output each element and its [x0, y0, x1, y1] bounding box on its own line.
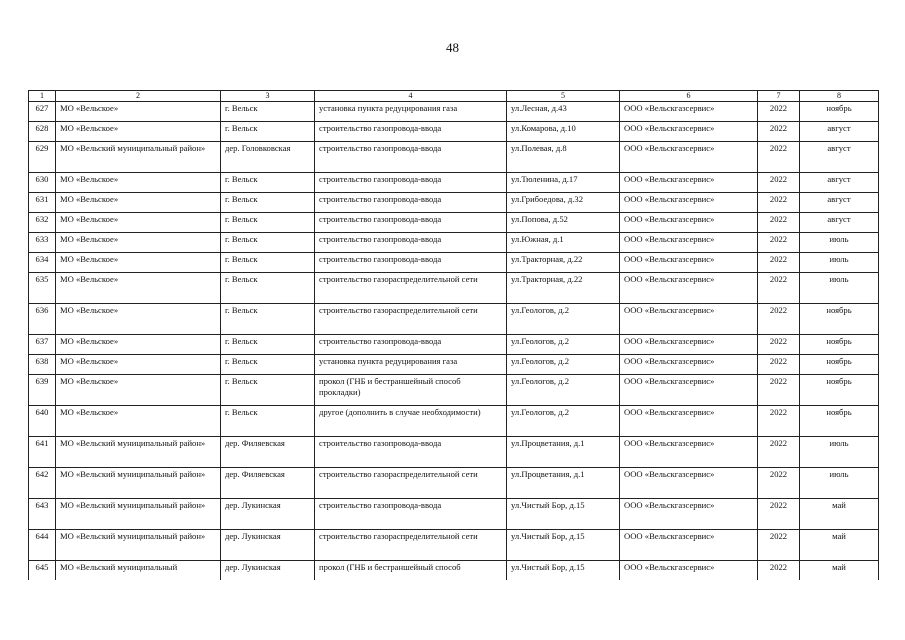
work-type-cell: строительство газопровода-ввода [315, 499, 507, 530]
year-cell: 2022 [758, 304, 800, 335]
settlement-cell: г. Вельск [221, 375, 315, 406]
address-cell: ул.Попова, д.52 [507, 213, 620, 233]
month-cell: ноябрь [800, 355, 879, 375]
contractor-cell: ООО «Вельскгазсервис» [620, 406, 758, 437]
year-cell: 2022 [758, 561, 800, 581]
settlement-cell: г. Вельск [221, 273, 315, 304]
month-cell: август [800, 213, 879, 233]
table-row [29, 530, 879, 561]
row-number-cell: 632 [29, 213, 56, 233]
month-cell: июль [800, 437, 879, 468]
settlement-cell: г. Вельск [221, 122, 315, 142]
column-header: 7 [758, 91, 800, 102]
address-cell: ул.Процветания, д.1 [507, 468, 620, 499]
table-row [29, 355, 879, 375]
row-number-cell: 629 [29, 142, 56, 173]
month-cell: ноябрь [800, 304, 879, 335]
settlement-cell: г. Вельск [221, 253, 315, 273]
settlement-cell: г. Вельск [221, 335, 315, 355]
table-row [29, 102, 879, 122]
settlement-cell: г. Вельск [221, 233, 315, 253]
work-type-cell: строительство газопровода-ввода [315, 233, 507, 253]
contractor-cell: ООО «Вельскгазсервис» [620, 273, 758, 304]
municipality-cell: МО «Вельское» [56, 304, 221, 335]
contractor-cell: ООО «Вельскгазсервис» [620, 102, 758, 122]
row-number-cell: 635 [29, 273, 56, 304]
municipality-cell: МО «Вельское» [56, 273, 221, 304]
row-number-cell: 631 [29, 193, 56, 213]
year-cell: 2022 [758, 233, 800, 253]
month-cell: ноябрь [800, 102, 879, 122]
month-cell: май [800, 561, 879, 581]
table-row [29, 437, 879, 468]
column-header: 2 [56, 91, 221, 102]
settlement-cell: г. Вельск [221, 406, 315, 437]
column-header: 3 [221, 91, 315, 102]
settlement-cell: дер. Головковская [221, 142, 315, 173]
year-cell: 2022 [758, 375, 800, 406]
month-cell: ноябрь [800, 375, 879, 406]
work-type-cell: строительство газораспределительной сети [315, 304, 507, 335]
contractor-cell: ООО «Вельскгазсервис» [620, 499, 758, 530]
table-row [29, 253, 879, 273]
contractor-cell: ООО «Вельскгазсервис» [620, 122, 758, 142]
municipality-cell: МО «Вельское» [56, 213, 221, 233]
address-cell: ул.Грибоедова, д.32 [507, 193, 620, 213]
work-type-cell: строительство газораспределительной сети [315, 468, 507, 499]
row-number-cell: 634 [29, 253, 56, 273]
settlement-cell: дер. Филяевская [221, 468, 315, 499]
work-type-cell: строительство газопровода-ввода [315, 193, 507, 213]
column-header: 4 [315, 91, 507, 102]
work-type-cell: прокол (ГНБ и бестраншейный способ прокладки) [315, 375, 507, 406]
year-cell: 2022 [758, 213, 800, 233]
month-cell: июль [800, 233, 879, 253]
header-row [29, 91, 879, 102]
year-cell: 2022 [758, 530, 800, 561]
address-cell: ул.Тракторная, д.22 [507, 273, 620, 304]
settlement-cell: дер. Филяевская [221, 437, 315, 468]
address-cell: ул.Тюленина, д.17 [507, 173, 620, 193]
month-cell: август [800, 193, 879, 213]
table-row [29, 173, 879, 193]
column-header: 5 [507, 91, 620, 102]
settlement-cell: г. Вельск [221, 213, 315, 233]
year-cell: 2022 [758, 253, 800, 273]
row-number-cell: 627 [29, 102, 56, 122]
address-cell: ул.Геологов, д.2 [507, 304, 620, 335]
contractor-cell: ООО «Вельскгазсервис» [620, 233, 758, 253]
address-cell: ул.Геологов, д.2 [507, 355, 620, 375]
contractor-cell: ООО «Вельскгазсервис» [620, 355, 758, 375]
year-cell: 2022 [758, 273, 800, 304]
month-cell: июль [800, 253, 879, 273]
work-type-cell: строительство газораспределительной сети [315, 530, 507, 561]
contractor-cell: ООО «Вельскгазсервис» [620, 375, 758, 406]
municipality-cell: МО «Вельское» [56, 193, 221, 213]
table-row [29, 233, 879, 253]
page-number: 48 [446, 40, 459, 55]
row-number-cell: 636 [29, 304, 56, 335]
address-cell: ул.Чистый Бор, д.15 [507, 530, 620, 561]
municipality-cell: МО «Вельский муниципальный район» [56, 530, 221, 561]
row-number-cell: 628 [29, 122, 56, 142]
month-cell: май [800, 499, 879, 530]
month-cell: май [800, 530, 879, 561]
month-cell: ноябрь [800, 406, 879, 437]
year-cell: 2022 [758, 335, 800, 355]
row-number-cell: 638 [29, 355, 56, 375]
year-cell: 2022 [758, 437, 800, 468]
address-cell: ул.Тракторная, д.22 [507, 253, 620, 273]
work-type-cell: строительство газораспределительной сети [315, 273, 507, 304]
year-cell: 2022 [758, 173, 800, 193]
month-cell: август [800, 122, 879, 142]
row-number-cell: 640 [29, 406, 56, 437]
table-row [29, 468, 879, 499]
work-type-cell: другое (дополнить в случае необходимости) [315, 406, 507, 437]
settlement-cell: г. Вельск [221, 193, 315, 213]
work-type-cell: строительство газопровода-ввода [315, 122, 507, 142]
contractor-cell: ООО «Вельскгазсервис» [620, 561, 758, 581]
year-cell: 2022 [758, 122, 800, 142]
municipality-cell: МО «Вельское» [56, 233, 221, 253]
month-cell: июль [800, 273, 879, 304]
address-cell: ул.Геологов, д.2 [507, 375, 620, 406]
municipality-cell: МО «Вельское» [56, 173, 221, 193]
year-cell: 2022 [758, 468, 800, 499]
contractor-cell: ООО «Вельскгазсервис» [620, 193, 758, 213]
municipality-cell: МО «Вельское» [56, 335, 221, 355]
municipality-cell: МО «Вельское» [56, 355, 221, 375]
table-row [29, 375, 879, 406]
year-cell: 2022 [758, 406, 800, 437]
address-cell: ул.Процветания, д.1 [507, 437, 620, 468]
table-row [29, 304, 879, 335]
contractor-cell: ООО «Вельскгазсервис» [620, 468, 758, 499]
row-number-cell: 643 [29, 499, 56, 530]
municipality-cell: МО «Вельское» [56, 253, 221, 273]
contractor-cell: ООО «Вельскгазсервис» [620, 437, 758, 468]
table-row [29, 273, 879, 304]
table-row [29, 142, 879, 173]
settlement-cell: г. Вельск [221, 304, 315, 335]
column-header: 1 [29, 91, 56, 102]
year-cell: 2022 [758, 193, 800, 213]
row-number-cell: 644 [29, 530, 56, 561]
table-row [29, 122, 879, 142]
contractor-cell: ООО «Вельскгазсервис» [620, 173, 758, 193]
address-cell: ул.Комарова, д.10 [507, 122, 620, 142]
municipality-cell: МО «Вельский муниципальный район» [56, 437, 221, 468]
work-type-cell: строительство газопровода-ввода [315, 437, 507, 468]
year-cell: 2022 [758, 499, 800, 530]
municipality-cell: МО «Вельский муниципальный район» [56, 499, 221, 530]
table-row [29, 335, 879, 355]
settlement-cell: г. Вельск [221, 173, 315, 193]
municipality-cell: МО «Вельский муниципальный район» [56, 142, 221, 173]
address-cell: ул.Чистый Бор, д.15 [507, 561, 620, 581]
address-cell: ул.Южная, д.1 [507, 233, 620, 253]
month-cell: август [800, 142, 879, 173]
gasification-table [28, 90, 879, 580]
work-type-cell: строительство газопровода-ввода [315, 142, 507, 173]
work-type-cell: строительство газопровода-ввода [315, 173, 507, 193]
table-row [29, 406, 879, 437]
work-type-cell: установка пункта редуцирования газа [315, 102, 507, 122]
work-type-cell: строительство газопровода-ввода [315, 213, 507, 233]
contractor-cell: ООО «Вельскгазсервис» [620, 304, 758, 335]
municipality-cell: МО «Вельское» [56, 102, 221, 122]
contractor-cell: ООО «Вельскгазсервис» [620, 142, 758, 173]
column-header: 6 [620, 91, 758, 102]
address-cell: ул.Лесная, д.43 [507, 102, 620, 122]
contractor-cell: ООО «Вельскгазсервис» [620, 335, 758, 355]
year-cell: 2022 [758, 102, 800, 122]
month-cell: ноябрь [800, 335, 879, 355]
municipality-cell: МО «Вельское» [56, 375, 221, 406]
month-cell: июль [800, 468, 879, 499]
row-number-cell: 633 [29, 233, 56, 253]
address-cell: ул.Полевая, д.8 [507, 142, 620, 173]
settlement-cell: дер. Лукинская [221, 530, 315, 561]
table-row [29, 193, 879, 213]
settlement-cell: дер. Лукинская [221, 561, 315, 581]
row-number-cell: 645 [29, 561, 56, 581]
row-number-cell: 630 [29, 173, 56, 193]
settlement-cell: г. Вельск [221, 355, 315, 375]
work-type-cell: строительство газопровода-ввода [315, 335, 507, 355]
address-cell: ул.Геологов, д.2 [507, 406, 620, 437]
table-row [29, 561, 879, 581]
municipality-cell: МО «Вельское» [56, 122, 221, 142]
settlement-cell: г. Вельск [221, 102, 315, 122]
year-cell: 2022 [758, 142, 800, 173]
contractor-cell: ООО «Вельскгазсервис» [620, 530, 758, 561]
municipality-cell: МО «Вельский муниципальный [56, 561, 221, 581]
table-row [29, 213, 879, 233]
row-number-cell: 637 [29, 335, 56, 355]
contractor-cell: ООО «Вельскгазсервис» [620, 213, 758, 233]
contractor-cell: ООО «Вельскгазсервис» [620, 253, 758, 273]
municipality-cell: МО «Вельское» [56, 406, 221, 437]
month-cell: август [800, 173, 879, 193]
row-number-cell: 642 [29, 468, 56, 499]
row-number-cell: 639 [29, 375, 56, 406]
work-type-cell: прокол (ГНБ и бестраншейный способ [315, 561, 507, 581]
table-row [29, 499, 879, 530]
column-header: 8 [800, 91, 879, 102]
settlement-cell: дер. Лукинская [221, 499, 315, 530]
year-cell: 2022 [758, 355, 800, 375]
address-cell: ул.Геологов, д.2 [507, 335, 620, 355]
address-cell: ул.Чистый Бор, д.15 [507, 499, 620, 530]
work-type-cell: установка пункта редуцирования газа [315, 355, 507, 375]
municipality-cell: МО «Вельский муниципальный район» [56, 468, 221, 499]
work-type-cell: строительство газопровода-ввода [315, 253, 507, 273]
row-number-cell: 641 [29, 437, 56, 468]
